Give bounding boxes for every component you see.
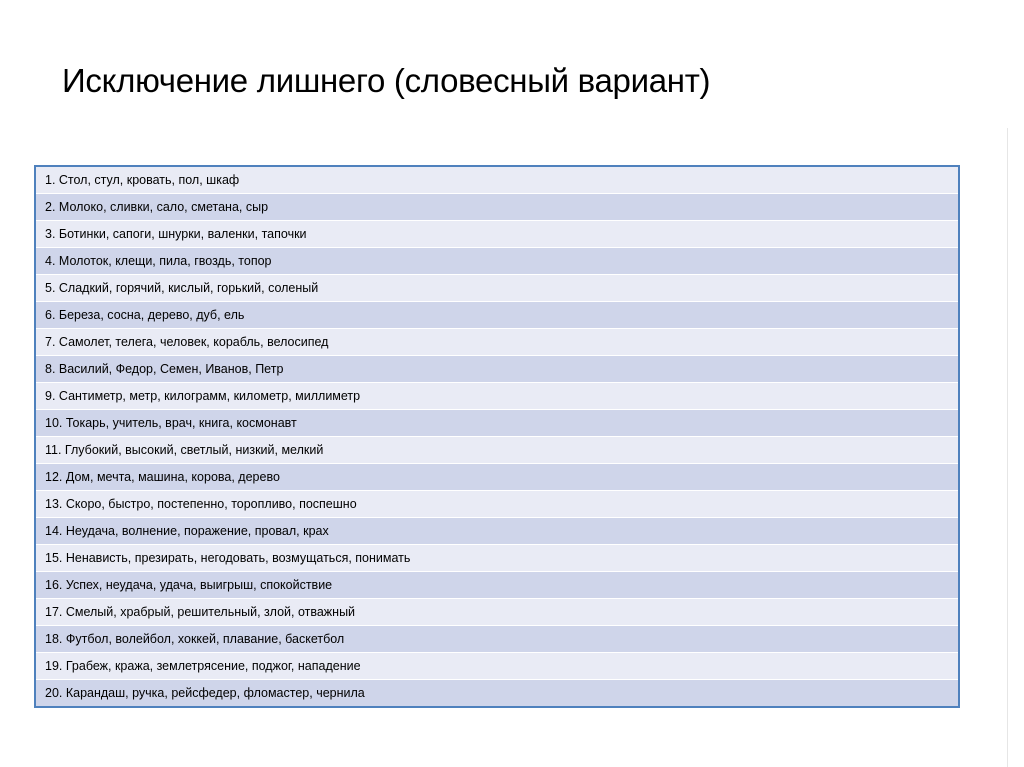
table-row bbox=[35, 653, 959, 680]
table-row bbox=[35, 545, 959, 572]
word-list-table bbox=[34, 165, 960, 708]
table-cell: 9. Сантиметр, метр, килограмм, километр, миллиметр bbox=[35, 383, 959, 410]
table-cell: 4. Молоток, клещи, пила, гвоздь, топор bbox=[35, 248, 959, 275]
table-cell: 10. Токарь, учитель, врач, книга, космонавт bbox=[35, 410, 959, 437]
table-row bbox=[35, 248, 959, 275]
table-cell: 14. Неудача, волнение, поражение, провал, крах bbox=[35, 518, 959, 545]
table-row bbox=[35, 437, 959, 464]
table-cell: 6. Береза, сосна, дерево, дуб, ель bbox=[35, 302, 959, 329]
table-cell: 15. Ненависть, презирать, негодовать, возмущаться, понимать bbox=[35, 545, 959, 572]
table-cell: 17. Смелый, храбрый, решительный, злой, отважный bbox=[35, 599, 959, 626]
table-row bbox=[35, 383, 959, 410]
table-row bbox=[35, 680, 959, 708]
table-cell: 5. Сладкий, горячий, кислый, горький, соленый bbox=[35, 275, 959, 302]
table-row bbox=[35, 464, 959, 491]
table-row bbox=[35, 626, 959, 653]
table-row bbox=[35, 518, 959, 545]
table-row bbox=[35, 275, 959, 302]
table-row bbox=[35, 194, 959, 221]
table-row bbox=[35, 221, 959, 248]
table-row bbox=[35, 166, 959, 194]
table-row bbox=[35, 410, 959, 437]
table-cell: 3. Ботинки, сапоги, шнурки, валенки, тапочки bbox=[35, 221, 959, 248]
table-cell: 18. Футбол, волейбол, хоккей, плавание, баскетбол bbox=[35, 626, 959, 653]
table-row bbox=[35, 302, 959, 329]
slide-title: Исключение лишнего (словесный вариант) bbox=[62, 62, 711, 99]
table-cell: 8. Василий, Федор, Семен, Иванов, Петр bbox=[35, 356, 959, 383]
table-cell: 11. Глубокий, высокий, светлый, низкий, мелкий bbox=[35, 437, 959, 464]
slide-divider-line bbox=[1007, 128, 1008, 767]
table-cell: 1. Стол, стул, кровать, пол, шкаф bbox=[35, 166, 959, 194]
table-cell: 16. Успех, неудача, удача, выигрыш, спокойствие bbox=[35, 572, 959, 599]
table-cell: 19. Грабеж, кража, землетрясение, поджог, нападение bbox=[35, 653, 959, 680]
table-cell: 12. Дом, мечта, машина, корова, дерево bbox=[35, 464, 959, 491]
table-row bbox=[35, 356, 959, 383]
table-cell: 13. Скоро, быстро, постепенно, торопливо, поспешно bbox=[35, 491, 959, 518]
table-cell: 20. Карандаш, ручка, рейсфедер, фломастер, чернила bbox=[35, 680, 959, 708]
table-row bbox=[35, 491, 959, 518]
table-row bbox=[35, 329, 959, 356]
table-row bbox=[35, 599, 959, 626]
table-row bbox=[35, 572, 959, 599]
table-cell: 7. Самолет, телега, человек, корабль, велосипед bbox=[35, 329, 959, 356]
table-cell: 2. Молоко, сливки, сало, сметана, сыр bbox=[35, 194, 959, 221]
